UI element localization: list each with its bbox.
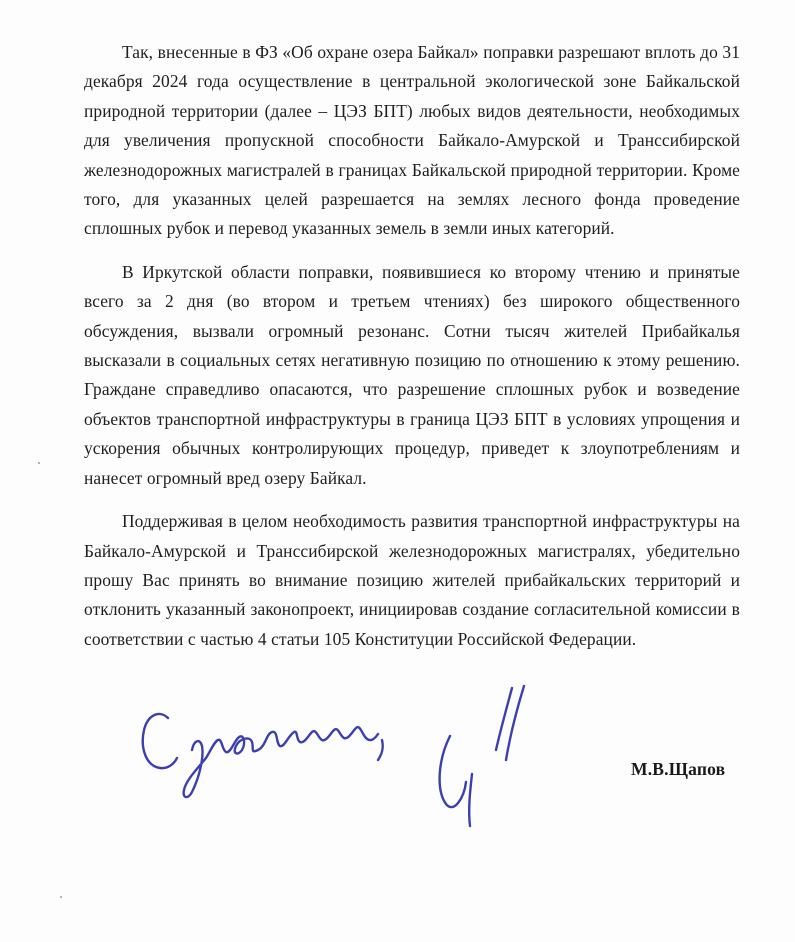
paragraph-request: Поддерживая в целом необходимость развития транспортной инфраструктуры на Байкало-Амурской и Транссибирской железнодорожных магистралях, убедительно прошу Вас принять во внимание позицию жителей прибайкальских территорий и отклонить указанный законопроект, инициировав создание согласительной комиссии в соответствии с частью 4 статьи 105 Конституции Российской Федерации. bbox=[84, 511, 740, 649]
signature-loop bbox=[440, 736, 466, 807]
paragraph-irkutsk-reaction: В Иркутской области поправки, появившиеся ко второму чтению и принятые всего за 2 дня (во втором и третьем чтениях) без широкого общественного обсуждения, вызвали огромный резонанс. Сотни тысяч жителей Прибайкалья высказали в социальных сетях негативную позицию по отношению к этому решению. Граждане справедливо опасаются, что разрешение сплошных рубок и возведение объектов транспортной инфраструктуры в граница ЦЭЗ БПТ в условиях упрощения и ускорения обычных контролирующих процедур, приведет к злоупотреблениям и нанесет огромный вред озеру Байкал. bbox=[84, 261, 740, 488]
closing-comma bbox=[378, 740, 383, 760]
scan-speck bbox=[60, 896, 62, 898]
signatory-name: М.В.Щапов bbox=[631, 759, 726, 779]
signature-tail bbox=[469, 774, 472, 826]
paragraph-amendments: Так, внесенные в ФЗ «Об охране озера Байкал» поправки разрешают вплоть до 31 декабря 2024 года осуществление в центральной экологической зоне Байкальской природной территории (далее – ЦЭЗ БПТ) любых видов деятельности, необходимых для увеличения пропускной способности Байкало-Амурской и Транссибирской железнодорожных магистралей в границах Байкальской природной территории. Кроме того, для указанных целей разрешается на землях лесного фонда проведение сплошных рубок и перевод указанных земель в земли иных категорий. bbox=[84, 42, 740, 239]
scan-speck bbox=[38, 462, 40, 464]
closing-word bbox=[184, 727, 378, 797]
letter-body bbox=[84, 38, 740, 668]
closing-letter-c bbox=[143, 714, 177, 768]
handwritten-signature bbox=[120, 680, 580, 880]
signature-block bbox=[0, 680, 795, 880]
